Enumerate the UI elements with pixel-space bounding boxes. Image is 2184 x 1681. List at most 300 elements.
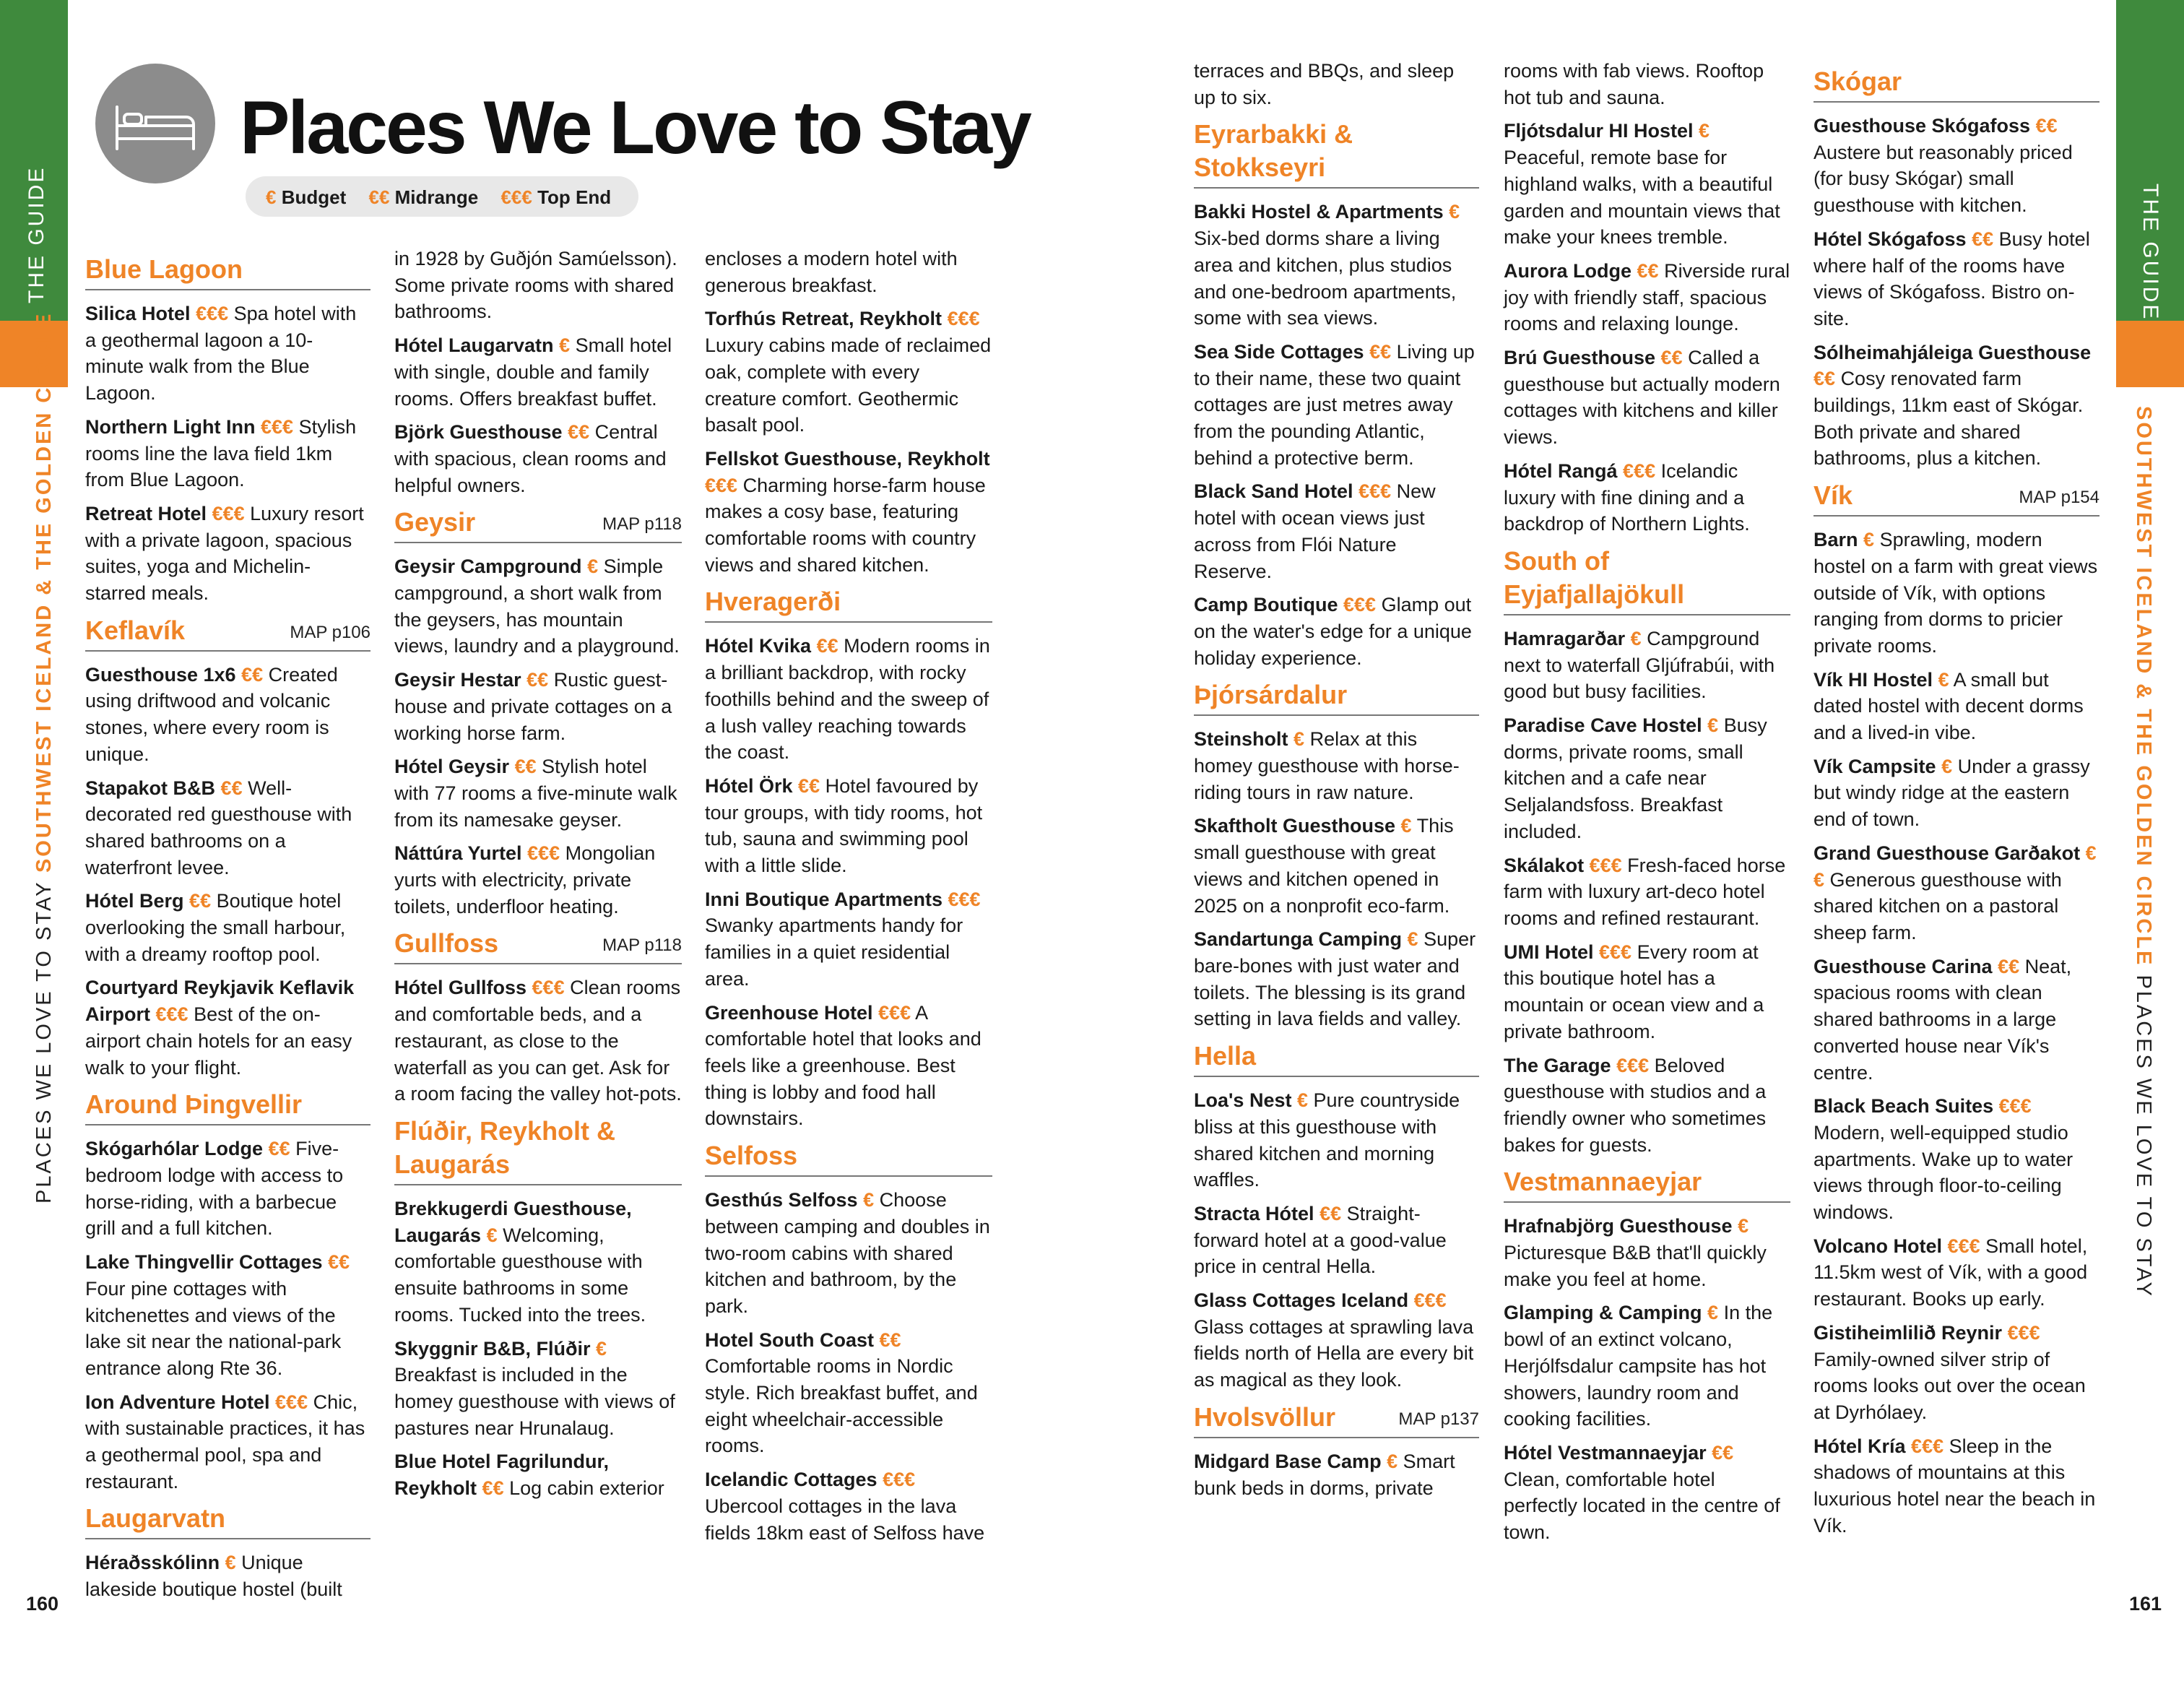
listing-entry [394,1448,682,1501]
listing-description: Modern rooms in a brilliant backdrop, with rocky foothills behind and the sweep of a lush valley reaching towards the coast. [705,635,990,764]
listing-entry [1814,753,2100,833]
listing-entry [1194,1287,1479,1393]
listing-name: Héraðsskólinn [85,1552,220,1574]
listing-name: Vík Campsite [1814,755,1936,777]
listing-entry [1504,626,1790,705]
price-symbol: €€ [268,1138,290,1160]
section-title: Hveragerði [705,587,841,617]
price-symbol: €€€ [1947,1235,1980,1257]
listing-name: Guesthouse Skógafoss [1814,115,2031,137]
listing-description: Created using driftwood and volcanic stones, where every room is unique. [85,663,338,765]
listing-name: The Garage [1504,1054,1611,1076]
listing-description: Best of the on-airport chain hotels for an easy walk to your flight. [85,1003,352,1079]
listing-name: Geysir Campground [394,556,582,578]
price-legend [246,176,638,217]
page-number-right: 161 [2129,1593,2162,1615]
listing-entry [1194,199,1479,332]
price-symbol: €€€ [1599,941,1632,963]
listing-description: In the bowl of an extinct volcano, Herjólfsdalur campsite has hot showers, laundry room and cooking facilities. [1504,1302,1773,1430]
price-symbol: €€ [526,669,549,691]
listing-description: Neat, spacious rooms with clean shared bathrooms in a large converted house near Vík's centre. [1814,955,2072,1084]
listing-entry [85,1136,370,1242]
price-symbol: €€ [328,1251,350,1274]
price-symbol: €€ [568,421,590,444]
listing-name: Fellskot Guesthouse, Reykholt [705,447,990,470]
section-heading [85,1502,370,1539]
listing-description: Generous guesthouse with shared kitchen on a pastoral sheep farm. [1814,868,2062,943]
continued-text: encloses a modern hotel with generous breakfast. [705,248,958,296]
listing-name: Brú Guesthouse [1504,347,1656,369]
listing-entry [705,1466,992,1546]
section-tab-right [2116,321,2184,387]
listing-entry [1194,478,1479,584]
listing-entry [1814,667,2100,746]
section-title: South of Eyjafjallajökull [1504,545,1685,609]
listing-name: Midgard Base Camp [1194,1450,1382,1472]
listing-entry [1504,458,1790,537]
listing-description: Mongolian yurts with electricity, private toilets, underfloor heating. [394,842,656,917]
section-title: Geysir [394,507,476,537]
price-symbol: €€€ [1623,459,1656,482]
listing-name: Torfhús Retreat, Reykholt [705,308,942,330]
listing-entry [1194,726,1479,805]
listing-entry [1504,852,1790,932]
listing-name: Hótel Kvika [705,635,812,657]
section-title: Hella [1194,1041,1257,1071]
listing-description: Swanky apartments handy for families in a quiet residential area. [705,915,963,990]
section-title: Blue Lagoon [85,254,243,284]
listing-name: Skógarhólar Lodge [85,1138,264,1160]
section-heading [85,253,370,290]
listing-entry [1194,1201,1479,1280]
running-head-chapter: PLACES WE LOVE TO STAY [32,881,56,1204]
listing-entry [1194,592,1479,671]
price-symbol: €€€ [527,842,560,865]
price-symbol: €€ [220,777,243,799]
listing-description: Breakfast is included in the homey guesthouse with views of pastures near Hrunalaug. [394,1364,675,1439]
listing-entry [1814,527,2100,660]
section-title: Flúðir, Reykholt & Laugarás [394,1115,616,1179]
listing-description: Smart bunk beds in dorms, private [1194,1450,1455,1499]
listing-name: Hótel Geysir [394,756,510,778]
price-symbol: €€ [1814,842,2097,891]
section-heading [394,506,682,543]
price-symbol: €€€ [948,888,981,910]
price-symbol: €€€ [947,308,980,330]
listing-entry [394,667,682,746]
section-heading [705,585,992,623]
listing-name: Hotel South Coast [705,1328,874,1351]
price-symbol: €€€ [1413,1289,1447,1312]
listing-entry [1814,1093,2100,1226]
listing-name: Barn [1814,529,1858,551]
listing-description: Called a guesthouse but actually modern cottages with kitchens and killer views. [1504,347,1780,449]
listing-entry [1504,118,1790,251]
price-symbol: € [1296,1089,1309,1112]
listing-name: Geysir Hestar [394,669,521,691]
price-symbol: €€€ [1358,480,1392,503]
column-1 [85,246,370,1610]
price-symbol: €€€ [1589,854,1622,876]
listing-entry [394,840,682,920]
listing-description: Modern, well-equipped studio apartments. Wake up to water views through floor-to-ceiling windows. [1814,1121,2074,1224]
listing-name: Icelandic Cottages [705,1469,878,1491]
listing-name: Loa's Nest [1194,1089,1292,1112]
price-symbol: € [225,1552,236,1574]
listing-name: Aurora Lodge [1504,259,1632,282]
listing-entry [1504,1053,1790,1159]
section-heading [1504,545,1790,615]
listing-description: Charming horse-farm house makes a cosy base, featuring comfortable rooms with country views and shared kitchen. [705,474,986,576]
map-reference: MAP p154 [2019,488,2100,508]
listing-entry [394,553,682,660]
listing-entry [85,301,370,407]
listing-name: Volcano Hotel [1814,1235,1943,1257]
section-title: Hvolsvöllur [1194,1401,1336,1432]
price-symbol: €€ [1637,259,1659,282]
listing-description: Glamp out on the water's edge for a unique holiday experience. [1194,594,1472,669]
listing-name: Greenhouse Hotel [705,1001,873,1024]
listing-entry [1504,1213,1790,1292]
listing-entry [1814,1233,2100,1313]
listing-description: Five-bedroom lodge with access to horse-riding, with a barbecue grill and a full kitchen. [85,1138,344,1240]
listing-description: Luxury cabins made of reclaimed oak, complete with every creature comfort. Geothermic basalt pool. [705,334,992,436]
legend-midrange-label: Midrange [394,186,479,208]
listing-name: Grand Guesthouse Garðakot [1814,842,2081,864]
map-reference: MAP p106 [290,622,370,642]
listing-name: Sólheimahjáleiga Guesthouse [1814,341,2092,363]
listing-description: Small hotel with single, double and family rooms. Offers breakfast buffet. [394,334,672,410]
listing-name: Lake Thingvellir Cottages [85,1251,323,1274]
listing-name: Fljótsdalur HI Hostel [1504,120,1694,142]
price-symbol: € [1407,928,1418,951]
price-symbol: € [559,334,571,357]
section-heading [85,614,370,652]
listing-name: Skálakot [1504,854,1585,876]
price-symbol: €€€ [1343,594,1377,616]
listing-description: Living up to their name, these two quaint cottages are just metres away from the pounding Atlantic, behind a protective berm. [1194,340,1475,469]
price-symbol: €€ [1712,1441,1734,1464]
listing-description: Peaceful, remote base for highland walks, with a beautiful garden and mountain views that make your knees tremble. [1504,147,1780,249]
listing-name: Silica Hotel [85,303,191,324]
page-title: Places We Love to Stay [240,86,1030,170]
listing-name: Ion Adventure Hotel [85,1391,270,1413]
listing-entry [1814,1320,2100,1426]
listing-description: Pure countryside bliss at this guesthouse with shared kitchen and morning waffles. [1194,1089,1460,1191]
listing-entry [85,888,370,967]
section-title: Laugarvatn [85,1503,226,1534]
price-symbol: €€ [879,1328,901,1351]
listing-entry [1194,1448,1479,1501]
section-title: Gullfoss [394,928,499,959]
listing-description: Spa hotel with a geothermal lagoon a 10-minute walk from the Blue Lagoon. [85,303,357,405]
listing-entry [85,662,370,768]
listing-name: Northern Light Inn [85,415,256,438]
continued-text: rooms with fab views. Rooftop hot tub and sauna. [1504,60,1764,108]
price-symbol: € [1941,755,1953,777]
map-reference: MAP p118 [602,514,682,535]
price-symbol: €€ [1998,955,2020,977]
price-symbol: €€ [816,635,838,657]
price-symbol: €€ [798,774,820,797]
listing-entry [1814,840,2100,946]
section-title: Keflavík [85,615,186,645]
listing-name: Skaftholt Guesthouse [1194,815,1396,837]
listing-name: Skyggnir B&B, Flúðir [394,1337,591,1360]
listing-entry [394,1196,682,1328]
price-symbol: €€€ [1616,1054,1650,1076]
listing-entry [85,1389,370,1495]
listing-entry [85,1249,370,1382]
price-symbol: €€ [1320,1202,1342,1224]
listing-description: Beloved guesthouse with studios and a friendly owner who sometimes bakes for guests. [1504,1054,1767,1156]
running-head-chapter: PLACES WE LOVE TO STAY [2132,975,2155,1298]
listing-entry [1504,1440,1790,1546]
listing-entry [705,1187,992,1320]
section-title: Around Þingvellir [85,1089,303,1120]
listing-description: Chic, with sustainable practices, it has a geothermal pool, spa and restaurant. [85,1391,365,1492]
section-heading [85,1088,370,1125]
price-symbol: €€ [482,1477,504,1500]
running-head-left [32,312,56,1204]
listing-description: Campground next to waterfall Gljúfrabúi, with good but busy facilities. [1504,627,1775,703]
price-symbol: €€€ [878,1001,911,1024]
price-symbol: €€€ [1911,1435,1944,1457]
bed-icon [95,64,215,183]
listing-name: Hótel Gullfoss [394,977,527,999]
listing-entry [705,773,992,879]
listing-description: Stylish hotel with 77 rooms a five-minute walk from its namesake geyser. [394,756,677,831]
price-symbol: € [863,1189,875,1211]
listing-name: Hamragarðar [1504,627,1626,649]
listing-entry [1504,258,1790,337]
section-heading [705,1139,992,1177]
section-title: Þjórsárdalur [1194,680,1348,710]
price-symbol: € [1707,1302,1719,1324]
listing-description: Ubercool cottages in the lava fields 18km east of Selfoss have [705,1495,985,1544]
listing-entry [1814,1433,2100,1539]
legend-midrange-symbol: €€ [368,186,390,208]
listing-name: Paradise Cave Hostel [1504,714,1702,737]
listing-description: Every room at this boutique hotel has a mountain or ocean view and a private bathroom. [1504,941,1764,1042]
listing-name: Hótel Laugarvatn [394,334,554,357]
listing-name: Glamping & Camping [1504,1302,1702,1324]
section-title: Skógar [1814,66,1902,96]
listing-name: Courtyard Reykjavik Keflavik Airport [85,977,355,1026]
running-head-section: SOUTHWEST ICELAND & THE GOLDEN CIRCLE [32,311,56,873]
listing-description: Four pine cottages with kitchenettes and views of the lake sit near the national-park entrance along Rte 36. [85,1277,342,1379]
listing-entry [85,975,370,1081]
listing-description: Clean, comfortable hotel perfectly located in the centre of town. [1504,1468,1780,1544]
listing-description: Busy hotel where half of the rooms have views of Skógafoss. Bistro on-site. [1814,228,2090,329]
section-heading [1504,1165,1790,1203]
listing-name: Hótel Berg [85,890,184,912]
listing-entry [1194,926,1479,1032]
listing-entry [1504,345,1790,451]
listing-description: Riverside rural joy with friendly staff, spacious rooms and relaxing lounge. [1504,259,1790,335]
listing-description: Six-bed dorms share a living area and kitchen, plus studios and one-bedroom apartments, some with sea views. [1194,228,1457,329]
listing-description: Simple campground, a short walk from the geysers, has mountain views, laundry and a playground. [394,556,680,657]
column-3 [705,246,992,1553]
price-symbol: € [1738,1215,1749,1237]
listing-entry [1194,1087,1479,1193]
listing-entry [394,975,682,1107]
price-symbol: €€€ [196,303,229,324]
listing-entry [705,886,992,993]
listing-description: This small guesthouse with great views and kitchen opened in 2025 on a nonprofit eco-farm. [1194,815,1454,917]
listing-description: Cosy renovated farm buildings, 11km east of Skógar. Both private and shared bathrooms, plus a kitchen. [1814,368,2084,470]
listing-name: Bakki Hostel & Apartments [1194,201,1444,223]
listing-name: Stracta Hótel [1194,1202,1314,1224]
listing-entry [1814,226,2100,332]
listing-description: Busy dorms, private rooms, small kitchen and a cafe near Seljalandsfoss. Breakfast included. [1504,714,1767,842]
price-symbol: € [1707,714,1719,737]
listing-name: Black Sand Hotel [1194,480,1353,503]
listing-name: Stapakot B&B [85,777,216,799]
listing-description: Welcoming, comfortable guesthouse with ensuite bathrooms in some rooms. Tucked into the trees. [394,1224,646,1326]
section-heading [394,927,682,964]
listing-name: Hótel Rangá [1504,459,1618,482]
price-symbol: € [486,1224,498,1246]
price-symbol: €€€ [275,1391,308,1413]
price-symbol: €€€ [705,474,738,496]
listing-entry [705,446,992,579]
listing-entry [85,501,370,607]
map-reference: MAP p137 [1398,1409,1479,1429]
section-heading [1194,678,1479,716]
listing-description: Comfortable rooms in Nordic style. Rich breakfast buffet, and eight wheelchair-accessible rooms. [705,1355,978,1457]
listing-description: Icelandic luxury with fine dining and a backdrop of Northern Lights. [1504,459,1750,535]
price-symbol: € [1294,728,1305,751]
listing-entry [85,414,370,493]
listing-name: UMI Hotel [1504,941,1594,963]
listing-name: Guesthouse Carina [1814,955,1993,977]
listing-name: Vík HI Hostel [1814,668,1933,691]
price-symbol: €€ [1814,368,1836,390]
listing-description: Sprawling, modern hostel on a farm with great views outside of Vík, with options ranging from dorms to pricier private rooms. [1814,529,2098,657]
listing-name: Black Beach Suites [1814,1095,1994,1118]
listing-description: Boutique hotel overlooking the small harbour, with a dreamy rooftop pool. [85,890,346,965]
listing-name: Retreat Hotel [85,502,207,524]
listing-description: Luxury resort with a private lagoon, spacious suites, yoga and Michelin-starred meals. [85,502,364,605]
map-reference: MAP p118 [602,935,682,956]
price-symbol: € [1400,815,1412,837]
listing-entry [1194,339,1479,472]
listing-name: Hótel Skógafoss [1814,228,1967,250]
price-symbol: €€ [1972,228,1994,250]
section-heading [1814,479,2100,517]
listing-description: Stylish rooms line the lava field 1km from Blue Lagoon. [85,415,357,491]
listing-name: Glass Cottages Iceland [1194,1289,1409,1312]
listing-description: Unique lakeside boutique hostel (built [85,1552,342,1601]
price-symbol: €€€ [155,1003,188,1026]
listing-description: Hotel favoured by tour groups, with tidy rooms, hot tub, sauna and swimming pool with a little slide. [705,774,983,877]
listing-entry [1814,113,2100,219]
section-title: Vestmannaeyjar [1504,1167,1702,1197]
section-heading [1194,1040,1479,1077]
listing-name: Björk Guesthouse [394,421,563,444]
listing-entry [394,419,682,498]
legend-budget-symbol: € [266,186,277,208]
listing-entry [1504,712,1790,845]
tab-label-right: THE GUIDE [2138,183,2162,321]
column-5 [1504,58,1790,1553]
listing-entry [394,1336,682,1442]
listing-description: Under a grassy but windy ridge at the eastern end of town. [1814,755,2090,831]
listing-description: Family-owned silver strip of rooms looks out over the ocean at Dyrhólaey. [1814,1348,2086,1423]
listing-entry [705,1000,992,1133]
listing-description: Straight-forward hotel at a good-value price in central Hella. [1194,1202,1447,1278]
column-2 [394,246,682,1509]
listing-name: Sea Side Cottages [1194,340,1364,363]
listing-name: Gistiheimlilið Reynir [1814,1321,2003,1344]
listing-entry [1504,939,1790,1045]
listing-name: Hótel Örk [705,774,793,797]
listing-description: Clean rooms and comfortable beds, and a restaurant, as close to the waterfall as you can get. Ask for a room facing the valley hot-pots. [394,977,682,1105]
price-symbol: € [1699,120,1710,142]
listing-description: Austere but reasonably priced (for busy Skógar) small guesthouse with kitchen. [1814,141,2073,217]
listing-description: Fresh-faced horse farm with luxury art-deco hotel rooms and refined restaurant. [1504,854,1786,929]
listing-description: Rustic guest-house and private cottages on a working horse farm. [394,669,672,744]
listing-name: Hrafnabjörg Guesthouse [1504,1215,1733,1237]
legend-topend-symbol: €€€ [500,186,532,208]
listing-description: A small but dated hostel with decent dorms and a lived-in vibe. [1814,668,2084,744]
listing-description: Sleep in the shadows of mountains at this luxurious hotel near the beach in Vík. [1814,1435,2096,1537]
price-symbol: € [1863,529,1875,551]
column-4 [1194,58,1479,1508]
listing-entry [394,753,682,833]
listing-description: New hotel with ocean views just across from Flói Nature Reserve. [1194,480,1436,582]
listing-description: Log cabin exterior [509,1477,664,1500]
listing-entry [1194,813,1479,919]
listing-name: Hótel Vestmannaeyjar [1504,1441,1707,1464]
section-heading [1814,65,2100,103]
listing-entry [705,633,992,766]
listing-name: Gesthús Selfoss [705,1189,858,1211]
listing-entry [85,1550,370,1602]
price-symbol: €€ [2035,115,2058,137]
listing-name: Guesthouse 1x6 [85,663,236,686]
listing-name: Náttúra Yurtel [394,842,522,865]
price-symbol: €€ [1660,347,1683,369]
price-symbol: € [1387,1450,1398,1472]
legend-budget-label: Budget [281,186,347,208]
price-symbol: €€€ [212,502,245,524]
price-symbol: € [1449,201,1460,223]
price-symbol: €€ [1369,340,1392,363]
section-heading [1194,1401,1479,1438]
listing-name: Steinsholt [1194,728,1288,751]
continued-text: terraces and BBQs, and sleep up to six. [1194,60,1455,108]
listing-description: Central with spacious, clean rooms and helpful owners. [394,421,667,496]
listing-description: Picturesque B&B that'll quickly make you feel at home. [1504,1242,1767,1290]
listing-name: Camp Boutique [1194,594,1338,616]
price-symbol: €€€ [260,415,294,438]
listing-description: Super bare-bones with just water and toilets. The blessing is its grand setting in lava fields and valley. [1194,928,1476,1030]
listing-description: Choose between camping and doubles in two-room cabins with shared kitchen and bathroom, by the park. [705,1189,990,1317]
listing-entry [85,775,370,881]
running-head-right [2131,406,2155,1298]
continued-text: in 1928 by Guðjón Samúelsson). Some private rooms with shared bathrooms. [394,248,677,323]
listing-entry [705,1327,992,1460]
section-heading [1194,118,1479,189]
section-title: Selfoss [705,1141,798,1171]
price-symbol: € [596,1337,607,1360]
price-symbol: €€€ [883,1469,916,1491]
listing-name: Hótel Kría [1814,1435,1906,1457]
listing-entry [1814,954,2100,1086]
listing-name: Sandartunga Camping [1194,928,1403,951]
